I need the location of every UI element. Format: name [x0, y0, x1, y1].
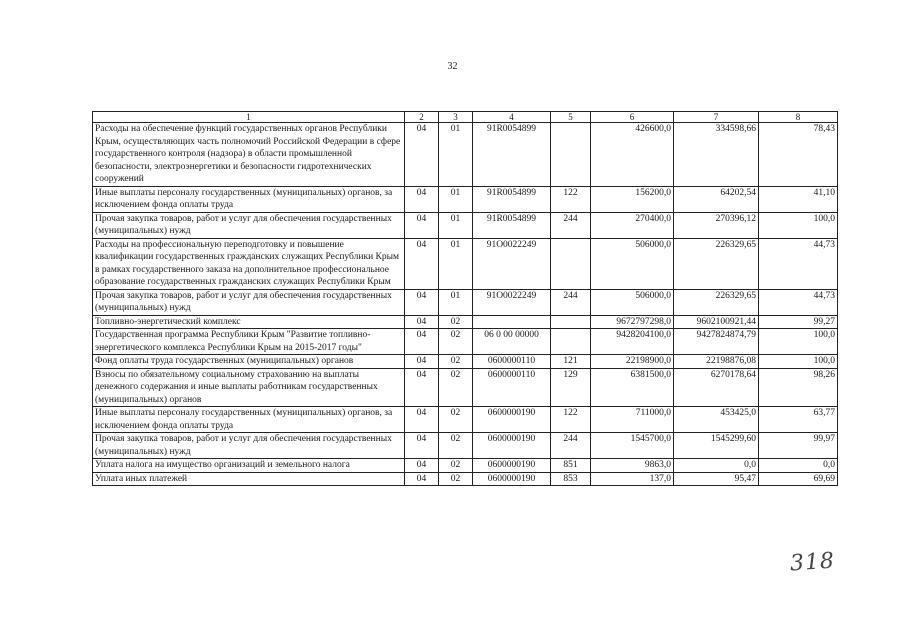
actual-amount: 226329,65 [674, 289, 759, 315]
table-row [93, 433, 838, 459]
expense-type-code: 244 [551, 289, 591, 315]
target-article-code: 0600000190 [473, 472, 551, 486]
table-row [93, 459, 838, 473]
plan-amount: 22198900,0 [591, 355, 674, 369]
plan-amount: 506000,0 [591, 238, 674, 289]
execution-percent: 44,73 [759, 289, 838, 315]
table-row [93, 123, 838, 187]
plan-amount: 9863,0 [591, 459, 674, 473]
subsection-code: 02 [439, 407, 473, 433]
subsection-code: 01 [439, 212, 473, 238]
section-code: 04 [405, 472, 439, 486]
section-code: 04 [405, 368, 439, 407]
expense-name: Фонд оплаты труда государственных (муниципальных) органов [93, 355, 405, 369]
execution-percent: 100,0 [759, 355, 838, 369]
execution-percent: 99,27 [759, 315, 838, 329]
actual-amount: 22198876,08 [674, 355, 759, 369]
table-row [93, 407, 838, 433]
execution-percent: 63,77 [759, 407, 838, 433]
expense-name: Государственная программа Республики Крым "Развитие топливно-энергетического комплекса Республики Крым на 2015-2017 годы" [93, 329, 405, 355]
expense-type-code: 121 [551, 355, 591, 369]
plan-amount: 711000,0 [591, 407, 674, 433]
expense-type-code: 122 [551, 407, 591, 433]
header-cell: 4 [473, 112, 551, 123]
expense-name: Прочая закупка товаров, работ и услуг для обеспечения государственных (муниципальных) нужд [93, 289, 405, 315]
subsection-code: 01 [439, 186, 473, 212]
header-cell: 3 [439, 112, 473, 123]
section-code: 04 [405, 329, 439, 355]
actual-amount: 0,0 [674, 459, 759, 473]
header-cell: 8 [759, 112, 838, 123]
target-article-code: 0600000190 [473, 407, 551, 433]
actual-amount: 9602100921,44 [674, 315, 759, 329]
execution-percent: 100,0 [759, 212, 838, 238]
execution-percent: 69,69 [759, 472, 838, 486]
section-code: 04 [405, 315, 439, 329]
execution-percent: 100,0 [759, 329, 838, 355]
target-article-code [473, 315, 551, 329]
expense-name: Иные выплаты персоналу государственных (муниципальных) органов, за исключением фонда оплаты труда [93, 186, 405, 212]
section-code: 04 [405, 123, 439, 187]
table-row [93, 329, 838, 355]
expense-type-code [551, 238, 591, 289]
plan-amount: 156200,0 [591, 186, 674, 212]
subsection-code: 02 [439, 355, 473, 369]
plan-amount: 137,0 [591, 472, 674, 486]
plan-amount: 9672797298,0 [591, 315, 674, 329]
page-number: 32 [447, 61, 458, 72]
subsection-code: 01 [439, 238, 473, 289]
section-code: 04 [405, 407, 439, 433]
execution-percent: 78,43 [759, 123, 838, 187]
target-article-code: 91О0022249 [473, 289, 551, 315]
execution-percent: 0,0 [759, 459, 838, 473]
expense-name: Расходы на профессиональную переподготовку и повышение квалификации государственных гражданских служащих Республики Крым в рамках государственного заказа на дополнительное профессиональное образование государственных гражданских служащих Республики Крым [93, 238, 405, 289]
header-cell: 6 [591, 112, 674, 123]
expense-name: Взносы по обязательному социальному страхованию на выплаты денежного содержания и иные выплаты работникам государственных (муниципальных) органов [93, 368, 405, 407]
expense-name: Прочая закупка товаров, работ и услуг для обеспечения государственных (муниципальных) нужд [93, 433, 405, 459]
header-cell: 2 [405, 112, 439, 123]
target-article-code: 91R0054899 [473, 186, 551, 212]
target-article-code: 91О0022249 [473, 238, 551, 289]
table-row [93, 186, 838, 212]
table-row [93, 238, 838, 289]
subsection-code: 02 [439, 368, 473, 407]
table-row [93, 472, 838, 486]
expense-name: Расходы на обеспечение функций государственных органов Республики Крым, осуществляющих часть полномочий Российской Федерации в сфере государственного контроля (надзора) в области промышленной безопасности, электроэнергетики и безопасности гидротехнических сооружений [93, 123, 405, 187]
expense-name: Иные выплаты персоналу государственных (муниципальных) органов, за исключением фонда оплаты труда [93, 407, 405, 433]
section-code: 04 [405, 459, 439, 473]
target-article-code: 0600000110 [473, 368, 551, 407]
actual-amount: 334598,66 [674, 123, 759, 187]
subsection-code: 02 [439, 472, 473, 486]
expense-name: Прочая закупка товаров, работ и услуг для обеспечения государственных (муниципальных) нужд [93, 212, 405, 238]
actual-amount: 9427824874,79 [674, 329, 759, 355]
table-row [93, 289, 838, 315]
plan-amount: 6381500,0 [591, 368, 674, 407]
actual-amount: 226329,65 [674, 238, 759, 289]
expense-type-code: 853 [551, 472, 591, 486]
execution-percent: 41,10 [759, 186, 838, 212]
section-code: 04 [405, 433, 439, 459]
expense-type-code: 122 [551, 186, 591, 212]
subsection-code: 02 [439, 459, 473, 473]
table-row [93, 355, 838, 369]
section-code: 04 [405, 289, 439, 315]
header-cell: 7 [674, 112, 759, 123]
table-row [93, 368, 838, 407]
section-code: 04 [405, 186, 439, 212]
actual-amount: 95,47 [674, 472, 759, 486]
plan-amount: 270400,0 [591, 212, 674, 238]
expense-type-code [551, 123, 591, 187]
subsection-code: 02 [439, 329, 473, 355]
subsection-code: 02 [439, 315, 473, 329]
expense-type-code [551, 315, 591, 329]
actual-amount: 453425,0 [674, 407, 759, 433]
actual-amount: 64202,54 [674, 186, 759, 212]
expense-name: Топливно-энергетический комплекс [93, 315, 405, 329]
table-row [93, 315, 838, 329]
plan-amount: 1545700,0 [591, 433, 674, 459]
section-code: 04 [405, 212, 439, 238]
table-header-row [93, 112, 838, 123]
target-article-code: 91R0054899 [473, 123, 551, 187]
expense-type-code: 851 [551, 459, 591, 473]
table-row [93, 212, 838, 238]
target-article-code: 0600000190 [473, 459, 551, 473]
header-cell: 5 [551, 112, 591, 123]
execution-percent: 99,97 [759, 433, 838, 459]
subsection-code: 02 [439, 433, 473, 459]
subsection-code: 01 [439, 123, 473, 187]
header-cell: 1 [93, 112, 405, 123]
section-code: 04 [405, 238, 439, 289]
target-article-code: 06 0 00 00000 [473, 329, 551, 355]
handwritten-page-number: 318 [789, 548, 836, 577]
expense-type-code: 129 [551, 368, 591, 407]
actual-amount: 270396,12 [674, 212, 759, 238]
target-article-code: 0600000190 [473, 433, 551, 459]
target-article-code: 91R0054899 [473, 212, 551, 238]
plan-amount: 9428204100,0 [591, 329, 674, 355]
plan-amount: 426600,0 [591, 123, 674, 187]
expense-type-code [551, 329, 591, 355]
actual-amount: 1545299,60 [674, 433, 759, 459]
budget-execution-table [92, 111, 838, 486]
actual-amount: 6270178,64 [674, 368, 759, 407]
plan-amount: 506000,0 [591, 289, 674, 315]
expense-name: Уплата налога на имущество организаций и земельного налога [93, 459, 405, 473]
expense-name: Уплата иных платежей [93, 472, 405, 486]
expense-type-code: 244 [551, 212, 591, 238]
subsection-code: 01 [439, 289, 473, 315]
execution-percent: 98,26 [759, 368, 838, 407]
execution-percent: 44,73 [759, 238, 838, 289]
section-code: 04 [405, 355, 439, 369]
expense-type-code: 244 [551, 433, 591, 459]
target-article-code: 0600000110 [473, 355, 551, 369]
